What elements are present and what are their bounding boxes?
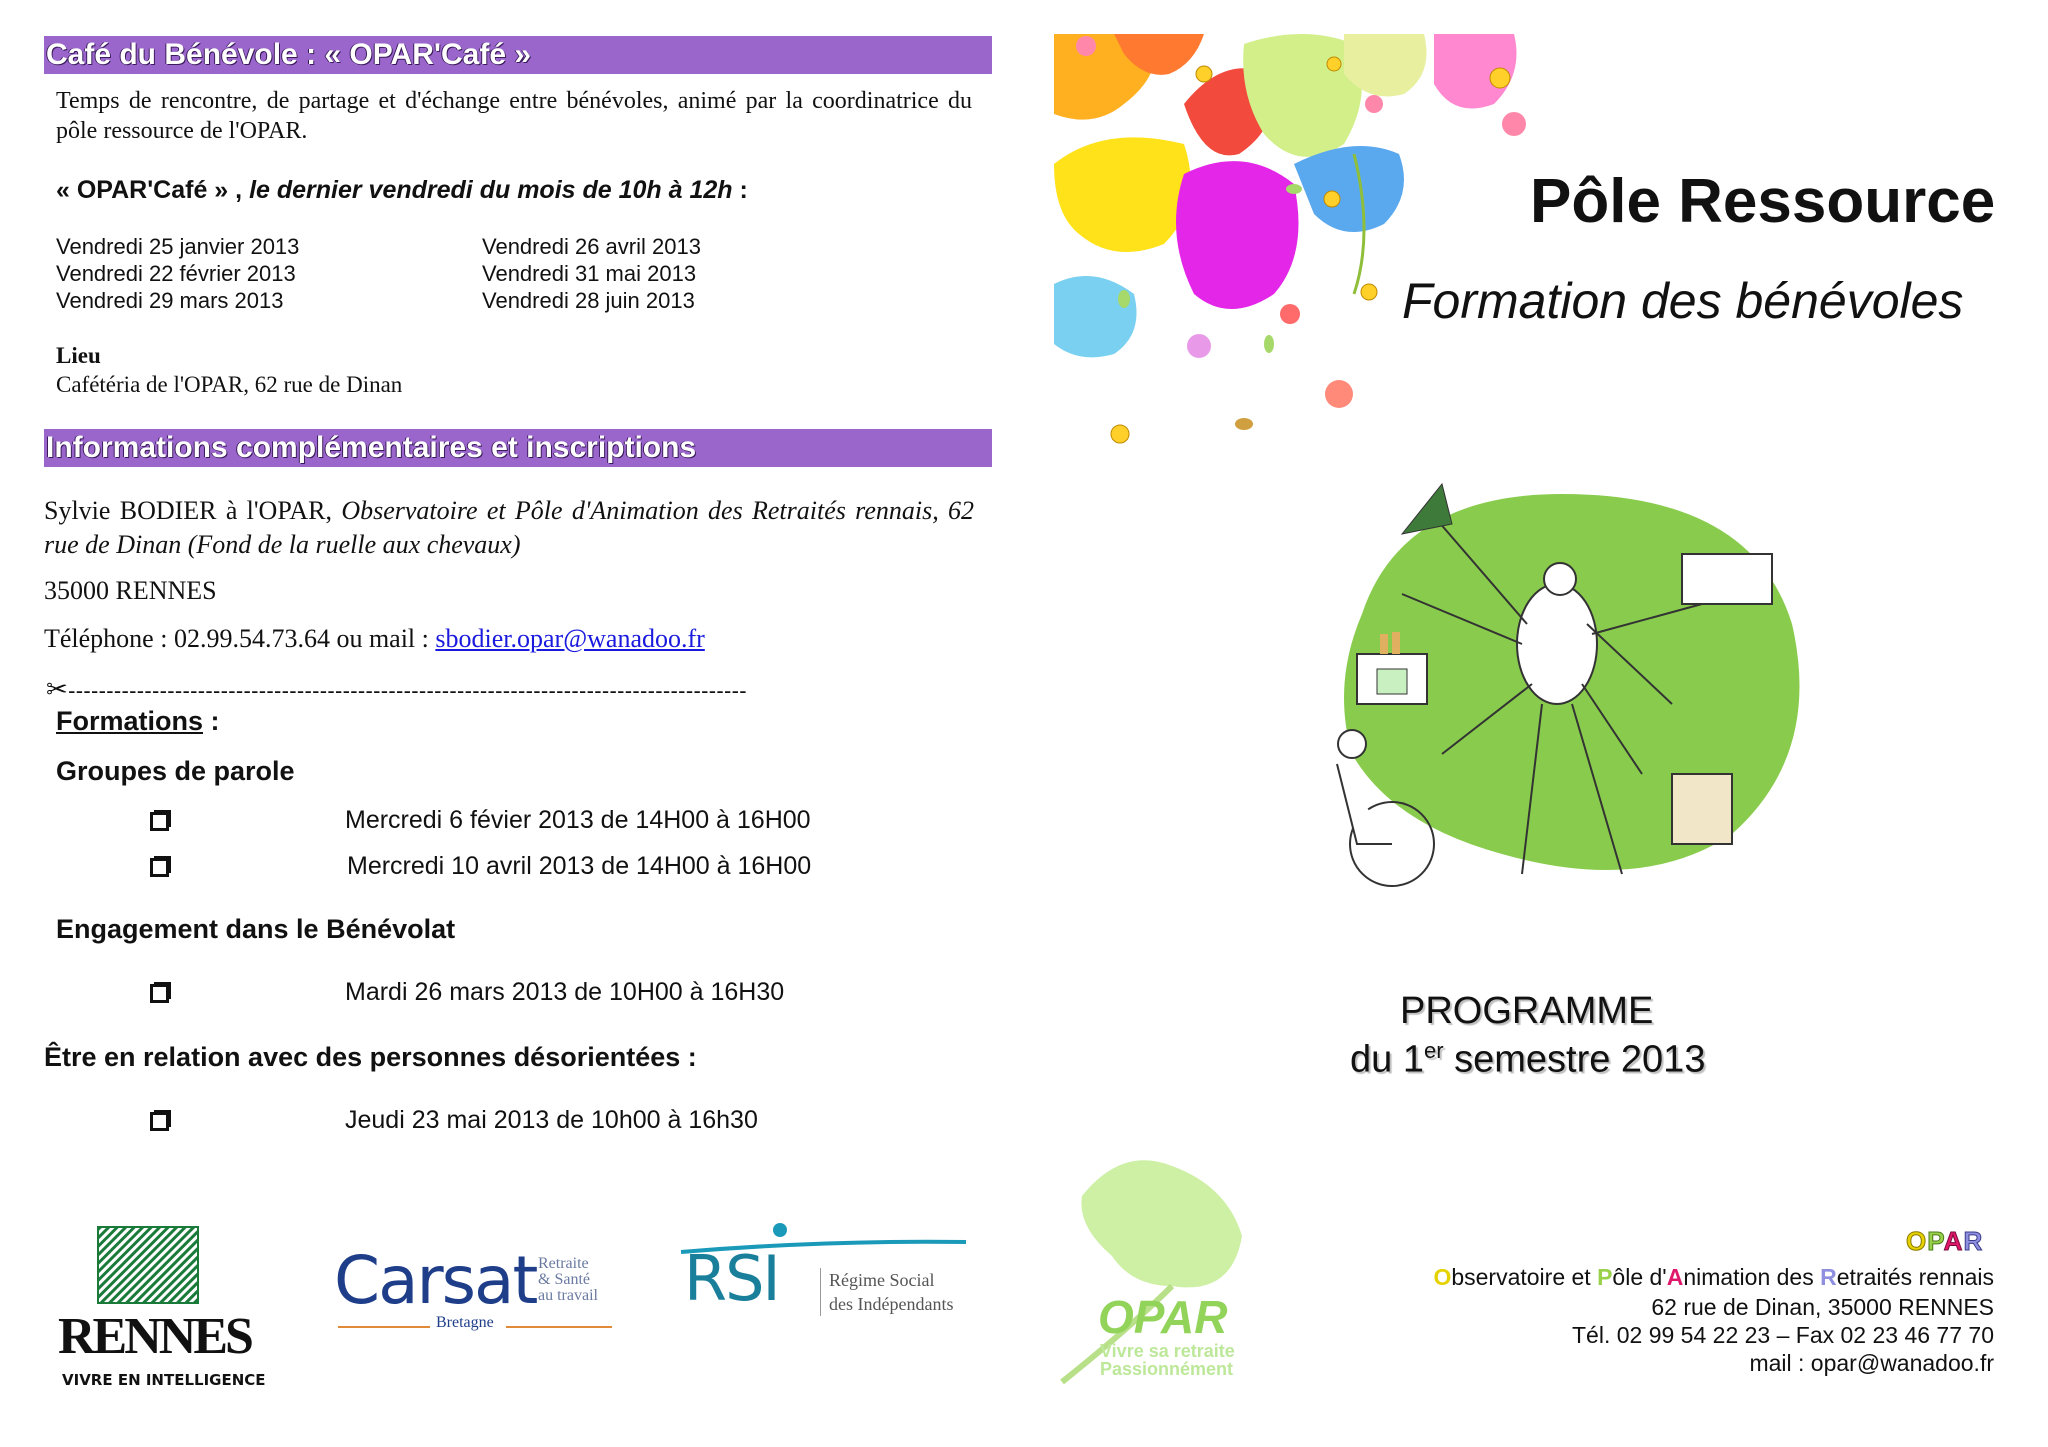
carsat-rule-left <box>338 1326 430 1328</box>
opar-initial: A <box>1666 1264 1684 1290</box>
session-item: Mercredi 10 avril 2013 de 14H00 à 16H00 <box>347 852 812 880</box>
carsat-tagline: Retraite & Santé au travail <box>538 1255 598 1304</box>
opar-wordmark: OPAR <box>1098 1291 1228 1343</box>
cafe-date: Vendredi 26 avril 2013 <box>482 234 701 259</box>
group-heading: Être en relation avec des personnes désorientées : <box>44 1042 697 1072</box>
cafe-dates-left <box>56 233 299 314</box>
checkbox-icon <box>150 812 169 831</box>
cover-subtitle: Formation des bénévoles <box>1402 273 1964 329</box>
email-link[interactable]: sbodier.opar@wanadoo.fr <box>435 624 705 653</box>
opar-mail: mail : opar@wanadoo.fr <box>1749 1350 1994 1376</box>
opar-name-part: etraités rennais <box>1836 1264 1994 1290</box>
session-item: Jeudi 23 mai 2013 de 10h00 à 16h30 <box>345 1106 758 1134</box>
rennes-tagline: VIVRE EN INTELLIGENCE <box>62 1371 266 1389</box>
cafe-dates-right <box>482 233 701 314</box>
cafe-section-header: Café du Bénévole : « OPAR'Café » <box>44 36 992 74</box>
opar-name-part: bservatoire et <box>1451 1264 1598 1290</box>
opar-logo <box>1052 1146 1252 1386</box>
contact-org: Observatoire et Pôle d'Animation des Retraités rennais, 62 rue de Dinan (Fond de la ruelle aux chevaux) <box>44 496 974 559</box>
opar-name-part: ôle d' <box>1612 1264 1667 1290</box>
rsi-tagline: Régime Social des Indépendants <box>820 1268 953 1316</box>
group-heading: Engagement dans le Bénévolat <box>56 914 456 944</box>
cafe-schedule-italic: le dernier vendredi du mois de 10h à 12h <box>249 176 733 204</box>
cafe-schedule-lead <box>56 176 748 205</box>
opar-initial: O <box>1433 1264 1452 1290</box>
opar-tagline: Vivre sa retraite Passionnément <box>1100 1341 1235 1379</box>
programme-title: PROGRAMME <box>1400 990 1654 1032</box>
contact-city: 35000 RENNES <box>44 576 217 605</box>
cafe-date: Vendredi 25 janvier 2013 <box>56 234 300 259</box>
opar-letter: R <box>1963 1226 1984 1256</box>
cut-line <box>46 674 747 705</box>
opar-acronym <box>1906 1226 1983 1257</box>
programme-semester: du 1er semestre 2013 <box>1350 1038 1706 1081</box>
checkbox-icon <box>150 1112 169 1131</box>
ginkgo-leaves-illustration <box>1054 34 1574 474</box>
opar-initial: R <box>1820 1264 1837 1290</box>
cafe-date: Vendredi 28 juin 2013 <box>482 288 695 313</box>
rsi-logo <box>676 1220 976 1340</box>
cover-title: Pôle Ressource <box>1530 167 1996 236</box>
carsat-region: Bretagne <box>436 1314 494 1331</box>
opar-name-part: nimation des <box>1683 1264 1821 1290</box>
cafe-schedule-bold: « OPAR'Café » , <box>56 176 243 204</box>
contact-phone-line <box>44 624 705 654</box>
contact-name: Sylvie BODIER à l'OPAR, <box>44 496 342 525</box>
info-section-header: Informations complémentaires et inscriptions <box>44 429 992 467</box>
cafe-date: Vendredi 31 mai 2013 <box>482 261 697 286</box>
scissors-icon: ✂ <box>46 674 69 704</box>
rsi-wordmark: RSI <box>684 1242 779 1315</box>
cafe-date: Vendredi 29 mars 2013 <box>56 288 284 313</box>
rennes-emblem-icon <box>58 1225 238 1305</box>
carsat-wordmark: Carsat <box>334 1242 537 1319</box>
cut-dashes: ----------------------------------------------------------------------------------------- <box>68 678 747 703</box>
opar-letter: P <box>1927 1226 1944 1256</box>
opar-initial: P <box>1597 1264 1613 1290</box>
lieu-label: Lieu <box>56 343 101 368</box>
opar-fullname <box>1433 1264 1994 1291</box>
opar-letter: O <box>1906 1226 1928 1256</box>
cafe-intro: Temps de rencontre, de partage et d'échange entre bénévoles, animé par la coordinatrice du pôle ressource de l'OPAR. <box>56 88 972 144</box>
cafe-schedule-end: : <box>732 176 748 204</box>
session-item: Mardi 26 mars 2013 de 10H00 à 16H30 <box>345 978 785 1006</box>
carsat-logo <box>334 1242 624 1342</box>
lieu-value: Cafétéria de l'OPAR, 62 rue de Dinan <box>56 372 403 397</box>
contact-phone: Téléphone : 02.99.54.73.64 ou mail : <box>44 624 436 653</box>
opar-letter: A <box>1943 1226 1964 1256</box>
contact-paragraph <box>44 494 974 562</box>
rennes-logo <box>58 1225 266 1395</box>
volunteer-illustration <box>1282 454 1822 914</box>
opar-phone: Tél. 02 99 54 22 23 – Fax 02 23 46 77 70 <box>1572 1322 1994 1348</box>
opar-address: 62 rue de Dinan, 35000 RENNES <box>1651 1294 1994 1320</box>
rennes-wordmark: RENNES <box>58 1308 251 1365</box>
carsat-rule-right <box>506 1326 612 1328</box>
group-heading: Groupes de parole <box>56 756 295 786</box>
checkbox-icon <box>150 858 169 877</box>
session-item: Mercredi 6 févier 2013 de 14H00 à 16H00 <box>345 806 811 834</box>
formations-title: Formations : <box>56 706 220 736</box>
cafe-date: Vendredi 22 février 2013 <box>56 261 296 286</box>
checkbox-icon <box>150 984 169 1003</box>
